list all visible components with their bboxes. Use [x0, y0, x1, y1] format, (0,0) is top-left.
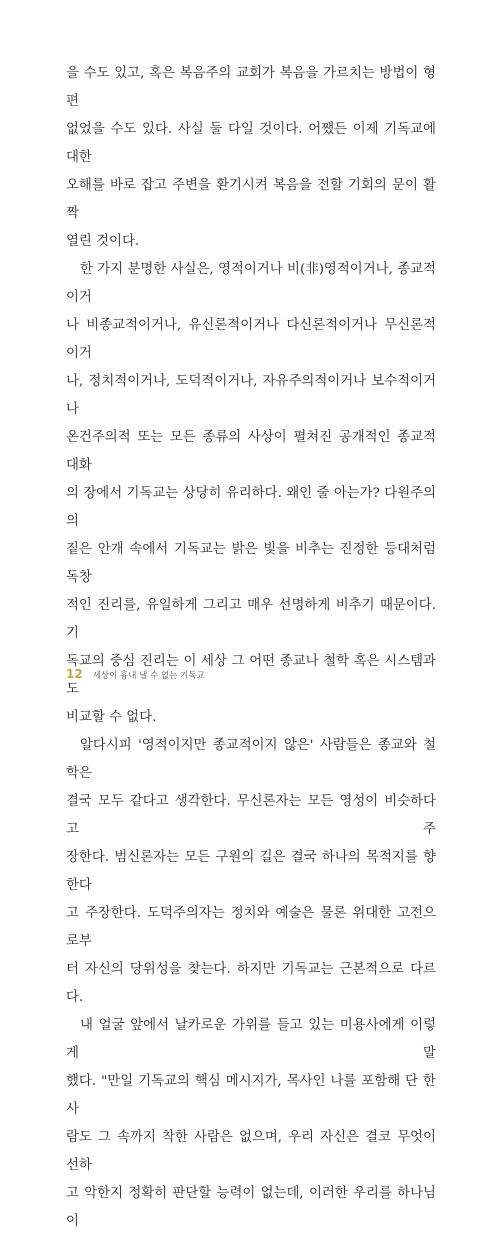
text-line: 나, 정치적이거나, 도덕적이거나, 자유주의적이거나 보수적이거나: [66, 374, 436, 417]
text-line: 람도 그 속까지 착한 사람은 없으며, 우리 자신은 결코 무엇이 선하: [66, 1130, 436, 1173]
text-line: 터 자신의 당위성을 찾는다. 하지만 기독교는 근본적으로 다르다.: [66, 962, 436, 1005]
text-line: 을 수도 있고, 혹은 복음주의 교회가 복음을 가르치는 방법이 형편: [66, 66, 436, 109]
text-line: 한 가지 분명한 사실은, 영적이거나 비(非)영적이거나, 종교적이거: [66, 262, 436, 305]
running-title: 세상이 흉내 낼 수 없는 기독교: [92, 671, 205, 681]
paragraph: [66, 1012, 436, 1236]
text-line: 장한다. 범신론자는 모든 구원의 길은 결국 하나의 목적지를 향한다: [66, 850, 436, 893]
text-line: 없었을 수도 있다. 사실 둘 다일 것이다. 어쨌든 이제 기독교에 대한: [66, 122, 436, 165]
text-line: 고 악한지 정확히 판단할 능력이 없는데, 이러한 우리를 하나님이: [66, 1186, 436, 1229]
text-line: 독교의 중심 진리는 이 세상 그 어떤 종교나 철학 혹은 시스템과도: [66, 654, 436, 697]
text-line: 결국 모두 같다고 생각한다. 무신론자는 모든 영성이 비슷하다고 주: [66, 794, 436, 837]
text-line: 알다시피 '영적이지만 종교적이지 않은' 사람들은 종교와 철학은: [66, 738, 436, 781]
text-line: 나 비종교적이거나, 유신론적이거나 다신론적이거나 무신론적이거: [66, 318, 436, 361]
text-line: 고 주장한다. 도덕주의자는 정치와 예술은 물론 위대한 고전으로부: [66, 906, 436, 949]
page-footer: [66, 667, 205, 681]
text-line: 적인 진리를, 유일하게 그리고 매우 선명하게 비추기 때문이다. 기: [66, 598, 436, 641]
paragraph: [66, 60, 436, 256]
text-line: 온건주의적 또는 모든 종류의 사상이 펼쳐진 공개적인 종교적 대화: [66, 430, 436, 473]
paragraph: [66, 256, 436, 732]
paragraph: [66, 732, 436, 1012]
page-number: 12: [66, 667, 83, 681]
text-line: 열린 것이다.: [66, 234, 140, 249]
text-line: 의 장에서 기독교는 상당히 유리하다. 왜인 줄 아는가? 다원주의의: [66, 486, 436, 529]
text-line: 짙은 안개 속에서 기독교는 밝은 빛을 비추는 진정한 등대처럼 독창: [66, 542, 436, 585]
text-line: 내 얼굴 앞에서 날카로운 가위를 들고 있는 미용사에게 이렇게 말: [66, 1018, 436, 1061]
text-line: 오해를 바로 잡고 주변을 환기시켜 복음을 전할 기회의 문이 활짝: [66, 178, 436, 221]
text-line: 비교할 수 없다.: [66, 710, 157, 725]
text-line: 했다. "만일 기독교의 핵심 메시지가, 목사인 나를 포함해 단 한 사: [66, 1074, 436, 1117]
page-body: [66, 60, 436, 1236]
